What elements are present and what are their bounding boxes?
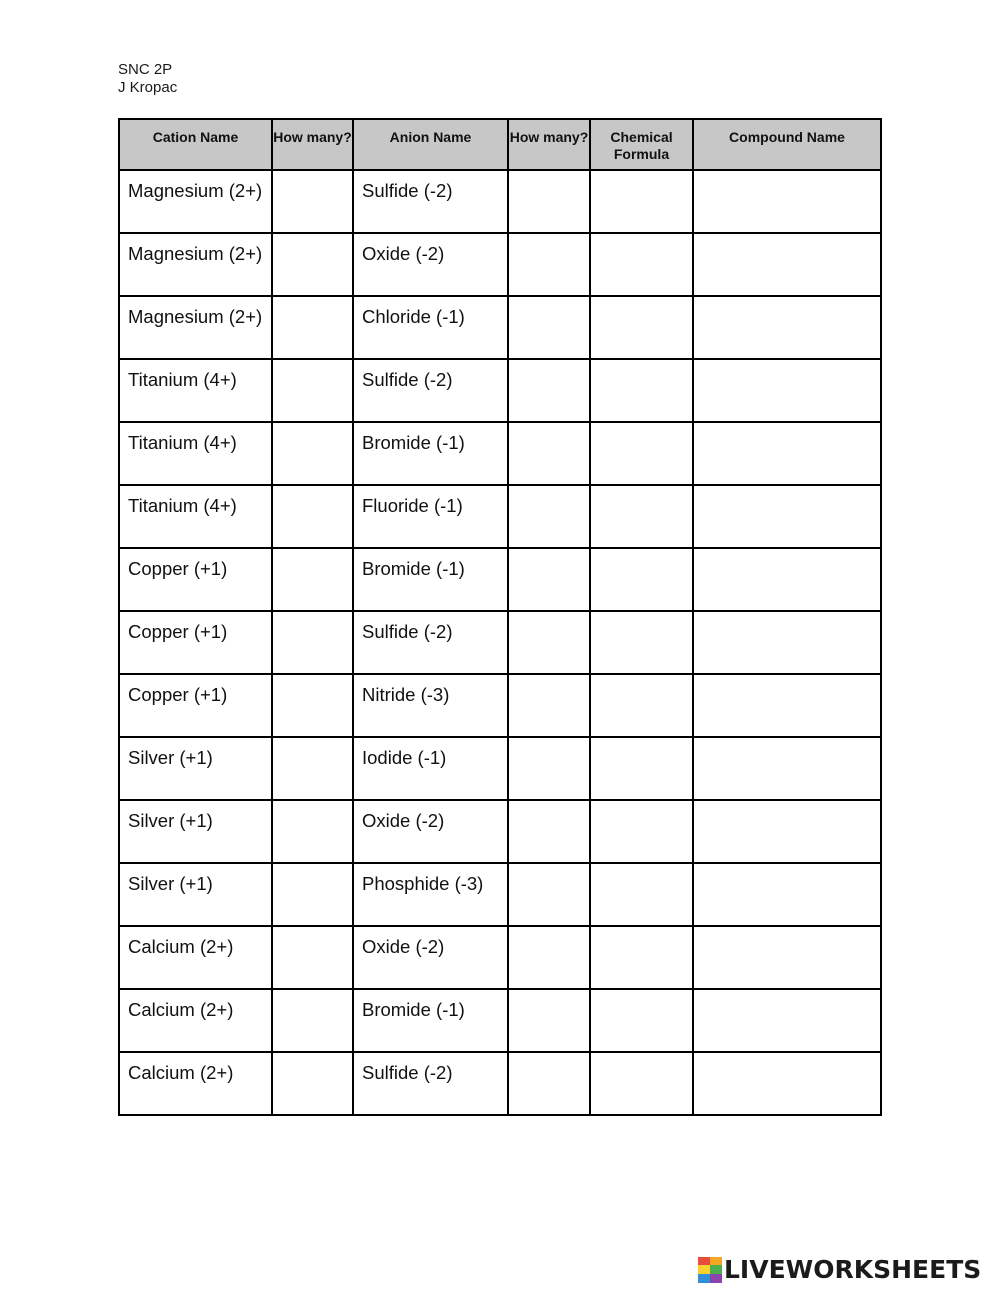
compound-name-input-cell[interactable] (693, 485, 881, 548)
anion-how-many-input-cell[interactable] (508, 296, 590, 359)
anion-how-many-input-cell[interactable] (508, 1052, 590, 1115)
anion-how-many-input-cell[interactable] (508, 989, 590, 1052)
table-row (119, 485, 881, 548)
liveworksheets-watermark (698, 1254, 981, 1286)
chemical-formula-input-cell[interactable] (590, 989, 693, 1052)
table-header-row (119, 119, 881, 170)
chemical-formula-input-cell[interactable] (590, 485, 693, 548)
anion-name-cell: Sulfide (-2) (353, 1052, 508, 1115)
chemical-formula-input-cell[interactable] (590, 737, 693, 800)
cation-name-cell: Silver (+1) (119, 863, 272, 926)
column-header-compound-name: Compound Name (693, 119, 881, 170)
table-row (119, 233, 881, 296)
chemical-formula-input-cell[interactable] (590, 800, 693, 863)
chemical-formula-input-cell[interactable] (590, 674, 693, 737)
compound-name-input-cell[interactable] (693, 674, 881, 737)
teacher-name: J Kropac (118, 79, 178, 96)
table-body (119, 170, 881, 1115)
compound-name-input-cell[interactable] (693, 296, 881, 359)
cation-how-many-input-cell[interactable] (272, 674, 353, 737)
document-header (118, 61, 177, 97)
cation-name-cell: Magnesium (2+) (119, 170, 272, 233)
chemical-formula-input-cell[interactable] (590, 1052, 693, 1115)
anion-how-many-input-cell[interactable] (508, 233, 590, 296)
cation-how-many-input-cell[interactable] (272, 170, 353, 233)
cation-name-cell: Silver (+1) (119, 737, 272, 800)
cation-how-many-input-cell[interactable] (272, 359, 353, 422)
chemical-formula-input-cell[interactable] (590, 359, 693, 422)
cation-name-cell: Calcium (2+) (119, 989, 272, 1052)
cation-how-many-input-cell[interactable] (272, 233, 353, 296)
anion-how-many-input-cell[interactable] (508, 674, 590, 737)
anion-name-cell: Fluoride (-1) (353, 485, 508, 548)
cation-how-many-input-cell[interactable] (272, 422, 353, 485)
compound-name-input-cell[interactable] (693, 989, 881, 1052)
liveworksheets-logo-icon (698, 1257, 722, 1283)
table-row (119, 296, 881, 359)
cation-name-cell: Magnesium (2+) (119, 233, 272, 296)
compound-name-input-cell[interactable] (693, 170, 881, 233)
cation-how-many-input-cell[interactable] (272, 926, 353, 989)
compound-name-input-cell[interactable] (693, 1052, 881, 1115)
table-row (119, 611, 881, 674)
anion-how-many-input-cell[interactable] (508, 422, 590, 485)
cation-how-many-input-cell[interactable] (272, 737, 353, 800)
anion-name-cell: Oxide (-2) (353, 800, 508, 863)
cation-how-many-input-cell[interactable] (272, 611, 353, 674)
chemical-formula-input-cell[interactable] (590, 170, 693, 233)
compound-name-input-cell[interactable] (693, 800, 881, 863)
table-row (119, 800, 881, 863)
cation-how-many-input-cell[interactable] (272, 296, 353, 359)
compound-name-input-cell[interactable] (693, 548, 881, 611)
compound-name-input-cell[interactable] (693, 611, 881, 674)
chemical-formula-input-cell[interactable] (590, 296, 693, 359)
cation-how-many-input-cell[interactable] (272, 548, 353, 611)
table-row (119, 170, 881, 233)
cation-name-cell: Calcium (2+) (119, 926, 272, 989)
compound-name-input-cell[interactable] (693, 926, 881, 989)
chemical-formula-input-cell[interactable] (590, 611, 693, 674)
chemical-formula-input-cell[interactable] (590, 422, 693, 485)
anion-name-cell: Sulfide (-2) (353, 359, 508, 422)
compound-name-input-cell[interactable] (693, 359, 881, 422)
table-row (119, 548, 881, 611)
cation-how-many-input-cell[interactable] (272, 800, 353, 863)
ionic-compounds-table (118, 118, 882, 1116)
table-row (119, 863, 881, 926)
anion-how-many-input-cell[interactable] (508, 611, 590, 674)
cation-how-many-input-cell[interactable] (272, 863, 353, 926)
watermark-text: LIVEWORKSHEETS (724, 1255, 982, 1284)
anion-name-cell: Iodide (-1) (353, 737, 508, 800)
anion-name-cell: Bromide (-1) (353, 548, 508, 611)
cation-name-cell: Titanium (4+) (119, 422, 272, 485)
compound-name-input-cell[interactable] (693, 737, 881, 800)
anion-how-many-input-cell[interactable] (508, 737, 590, 800)
anion-name-cell: Oxide (-2) (353, 926, 508, 989)
column-header-how-many-cation: How many? (272, 119, 353, 170)
anion-name-cell: Oxide (-2) (353, 233, 508, 296)
cation-how-many-input-cell[interactable] (272, 1052, 353, 1115)
table-row (119, 737, 881, 800)
cation-name-cell: Copper (+1) (119, 548, 272, 611)
anion-how-many-input-cell[interactable] (508, 548, 590, 611)
cation-name-cell: Silver (+1) (119, 800, 272, 863)
anion-name-cell: Sulfide (-2) (353, 170, 508, 233)
anion-how-many-input-cell[interactable] (508, 863, 590, 926)
cation-name-cell: Titanium (4+) (119, 485, 272, 548)
chemical-formula-input-cell[interactable] (590, 548, 693, 611)
course-code: SNC 2P (118, 61, 173, 78)
anion-how-many-input-cell[interactable] (508, 359, 590, 422)
cation-name-cell: Copper (+1) (119, 674, 272, 737)
column-header-how-many-anion: How many? (508, 119, 590, 170)
anion-how-many-input-cell[interactable] (508, 926, 590, 989)
table-row (119, 989, 881, 1052)
cation-name-cell: Magnesium (2+) (119, 296, 272, 359)
anion-name-cell: Phosphide (-3) (353, 863, 508, 926)
chemical-formula-input-cell[interactable] (590, 233, 693, 296)
compound-name-input-cell[interactable] (693, 863, 881, 926)
table-row (119, 359, 881, 422)
cation-how-many-input-cell[interactable] (272, 485, 353, 548)
cation-how-many-input-cell[interactable] (272, 989, 353, 1052)
table-row (119, 422, 881, 485)
anion-name-cell: Nitride (-3) (353, 674, 508, 737)
chemical-formula-input-cell[interactable] (590, 863, 693, 926)
anion-how-many-input-cell[interactable] (508, 170, 590, 233)
cation-name-cell: Calcium (2+) (119, 1052, 272, 1115)
cation-name-cell: Titanium (4+) (119, 359, 272, 422)
anion-how-many-input-cell[interactable] (508, 800, 590, 863)
anion-name-cell: Bromide (-1) (353, 422, 508, 485)
table-row (119, 1052, 881, 1115)
compound-name-input-cell[interactable] (693, 422, 881, 485)
anion-name-cell: Sulfide (-2) (353, 611, 508, 674)
cation-name-cell: Copper (+1) (119, 611, 272, 674)
chemical-formula-input-cell[interactable] (590, 926, 693, 989)
column-header-anion-name: Anion Name (353, 119, 508, 170)
column-header-chemical-formula: Chemical Formula (590, 119, 693, 170)
anion-name-cell: Bromide (-1) (353, 989, 508, 1052)
compound-name-input-cell[interactable] (693, 233, 881, 296)
column-header-cation-name: Cation Name (119, 119, 272, 170)
anion-how-many-input-cell[interactable] (508, 485, 590, 548)
anion-name-cell: Chloride (-1) (353, 296, 508, 359)
table-row (119, 674, 881, 737)
table-row (119, 926, 881, 989)
